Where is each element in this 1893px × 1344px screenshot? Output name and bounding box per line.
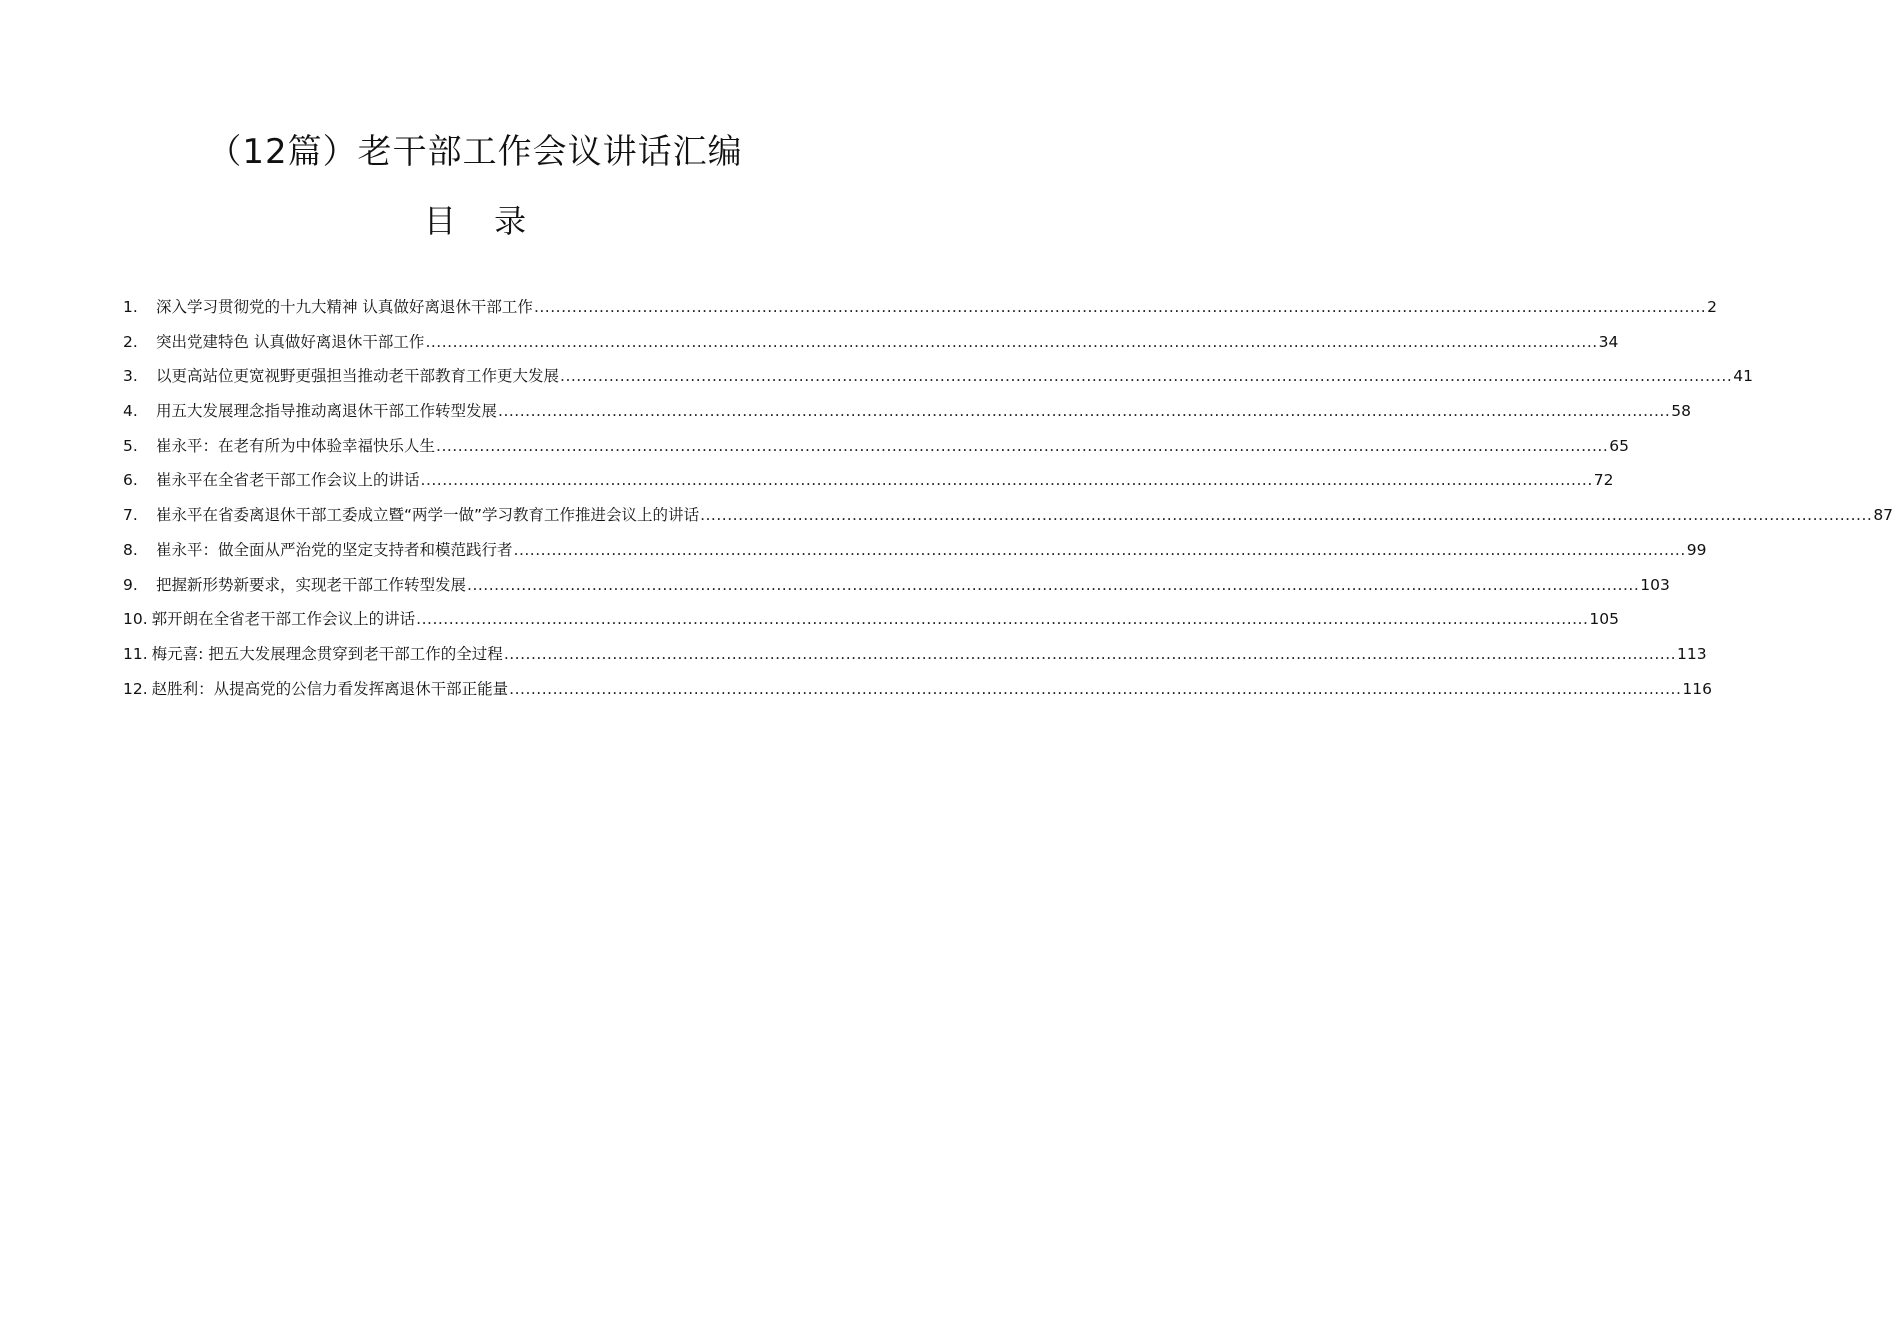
- toc-entry-page: 113: [1677, 644, 1707, 663]
- toc-entry-page: 103: [1640, 575, 1670, 594]
- toc-entry[interactable]: [123, 292, 1718, 327]
- toc-entry-title: 以更高站位更宽视野更强担当推动老干部教育工作更大发展: [156, 367, 560, 386]
- toc-entry-number: 3.: [123, 367, 138, 386]
- toc-entry[interactable]: [123, 500, 1893, 535]
- toc-entry-title: 崔永平在全省老干部工作会议上的讲话: [156, 471, 420, 490]
- toc-entry-number: 12.: [123, 679, 148, 698]
- toc-entry[interactable]: [123, 327, 1619, 362]
- table-of-contents: [123, 292, 1893, 708]
- toc-leader-dots: [504, 639, 1676, 669]
- toc-entry-title: 把握新形势新要求，实现老干部工作转型发展: [156, 575, 467, 594]
- toc-leader-dots: [467, 570, 1639, 600]
- toc-leader-dots: [421, 465, 1593, 495]
- toc-entry-title: 郭开朗在全省老干部工作会议上的讲话: [151, 610, 416, 629]
- toc-heading: 目 录: [423, 202, 541, 240]
- toc-entry-title: 赵胜利：从提高党的公信力看发挥离退休干部正能量: [151, 679, 509, 698]
- toc-entry[interactable]: [123, 570, 1670, 605]
- toc-entry[interactable]: [123, 396, 1691, 431]
- toc-entry-number: 6.: [123, 471, 138, 490]
- toc-entry[interactable]: [123, 465, 1614, 500]
- toc-entry-title: 深入学习贯彻党的十九大精神 认真做好离退休干部工作: [156, 298, 533, 316]
- toc-entry-number: 9.: [123, 575, 138, 594]
- toc-entry[interactable]: [123, 639, 1707, 674]
- toc-entry[interactable]: [123, 604, 1619, 639]
- toc-entry-page: 87: [1873, 506, 1893, 525]
- toc-leader-dots: [498, 396, 1670, 426]
- toc-entry[interactable]: [123, 361, 1753, 396]
- toc-leader-dots: [514, 535, 1686, 565]
- toc-entry-page: 105: [1589, 610, 1619, 629]
- toc-entry-title: 突出党建特色 认真做好离退休干部工作: [156, 332, 425, 351]
- toc-entry-number: 10.: [123, 610, 148, 629]
- toc-entry-number: 4.: [123, 402, 138, 421]
- toc-leader-dots: [534, 292, 1706, 322]
- toc-leader-dots: [560, 361, 1732, 391]
- toc-entry-page: 34: [1598, 332, 1619, 351]
- toc-entry-number: 1.: [123, 298, 138, 316]
- toc-entry-page: 65: [1609, 436, 1629, 455]
- toc-entry-number: 11.: [123, 644, 148, 663]
- toc-entry[interactable]: [123, 431, 1629, 466]
- toc-entry-page: 116: [1682, 679, 1712, 698]
- toc-entry[interactable]: [123, 674, 1712, 709]
- toc-entry-number: 5.: [123, 436, 138, 455]
- document-title: （12篇）老干部工作会议讲话汇编: [207, 132, 743, 172]
- toc-entry-page: 2: [1707, 298, 1718, 316]
- toc-entry-page: 99: [1686, 540, 1707, 559]
- toc-entry-page: 58: [1671, 402, 1691, 421]
- toc-entry-title: 崔永平：做全面从严治党的坚定支持者和模范践行者: [156, 540, 513, 559]
- toc-leader-dots: [425, 327, 1597, 357]
- toc-entry-page: 41: [1733, 367, 1753, 386]
- toc-leader-dots: [416, 604, 1588, 634]
- toc-entry-number: 2.: [123, 332, 138, 351]
- toc-leader-dots: [436, 431, 1608, 461]
- toc-entry-title: 梅元喜: 把五大发展理念贯穿到老干部工作的全过程: [151, 644, 503, 663]
- toc-entry-title: 用五大发展理念指导推动离退休干部工作转型发展: [156, 402, 498, 421]
- toc-leader-dots: [509, 674, 1681, 704]
- toc-entry-page: 72: [1593, 471, 1614, 490]
- toc-entry-title: 崔永平在省委离退休干部工委成立暨“两学一做”学习教育工作推进会议上的讲话: [156, 506, 700, 525]
- toc-entry-title: 崔永平：在老有所为中体验幸福快乐人生: [156, 436, 436, 455]
- toc-entry-number: 7.: [123, 506, 138, 525]
- toc-entry[interactable]: [123, 535, 1707, 570]
- toc-entry-number: 8.: [123, 540, 138, 559]
- toc-leader-dots: [700, 500, 1872, 530]
